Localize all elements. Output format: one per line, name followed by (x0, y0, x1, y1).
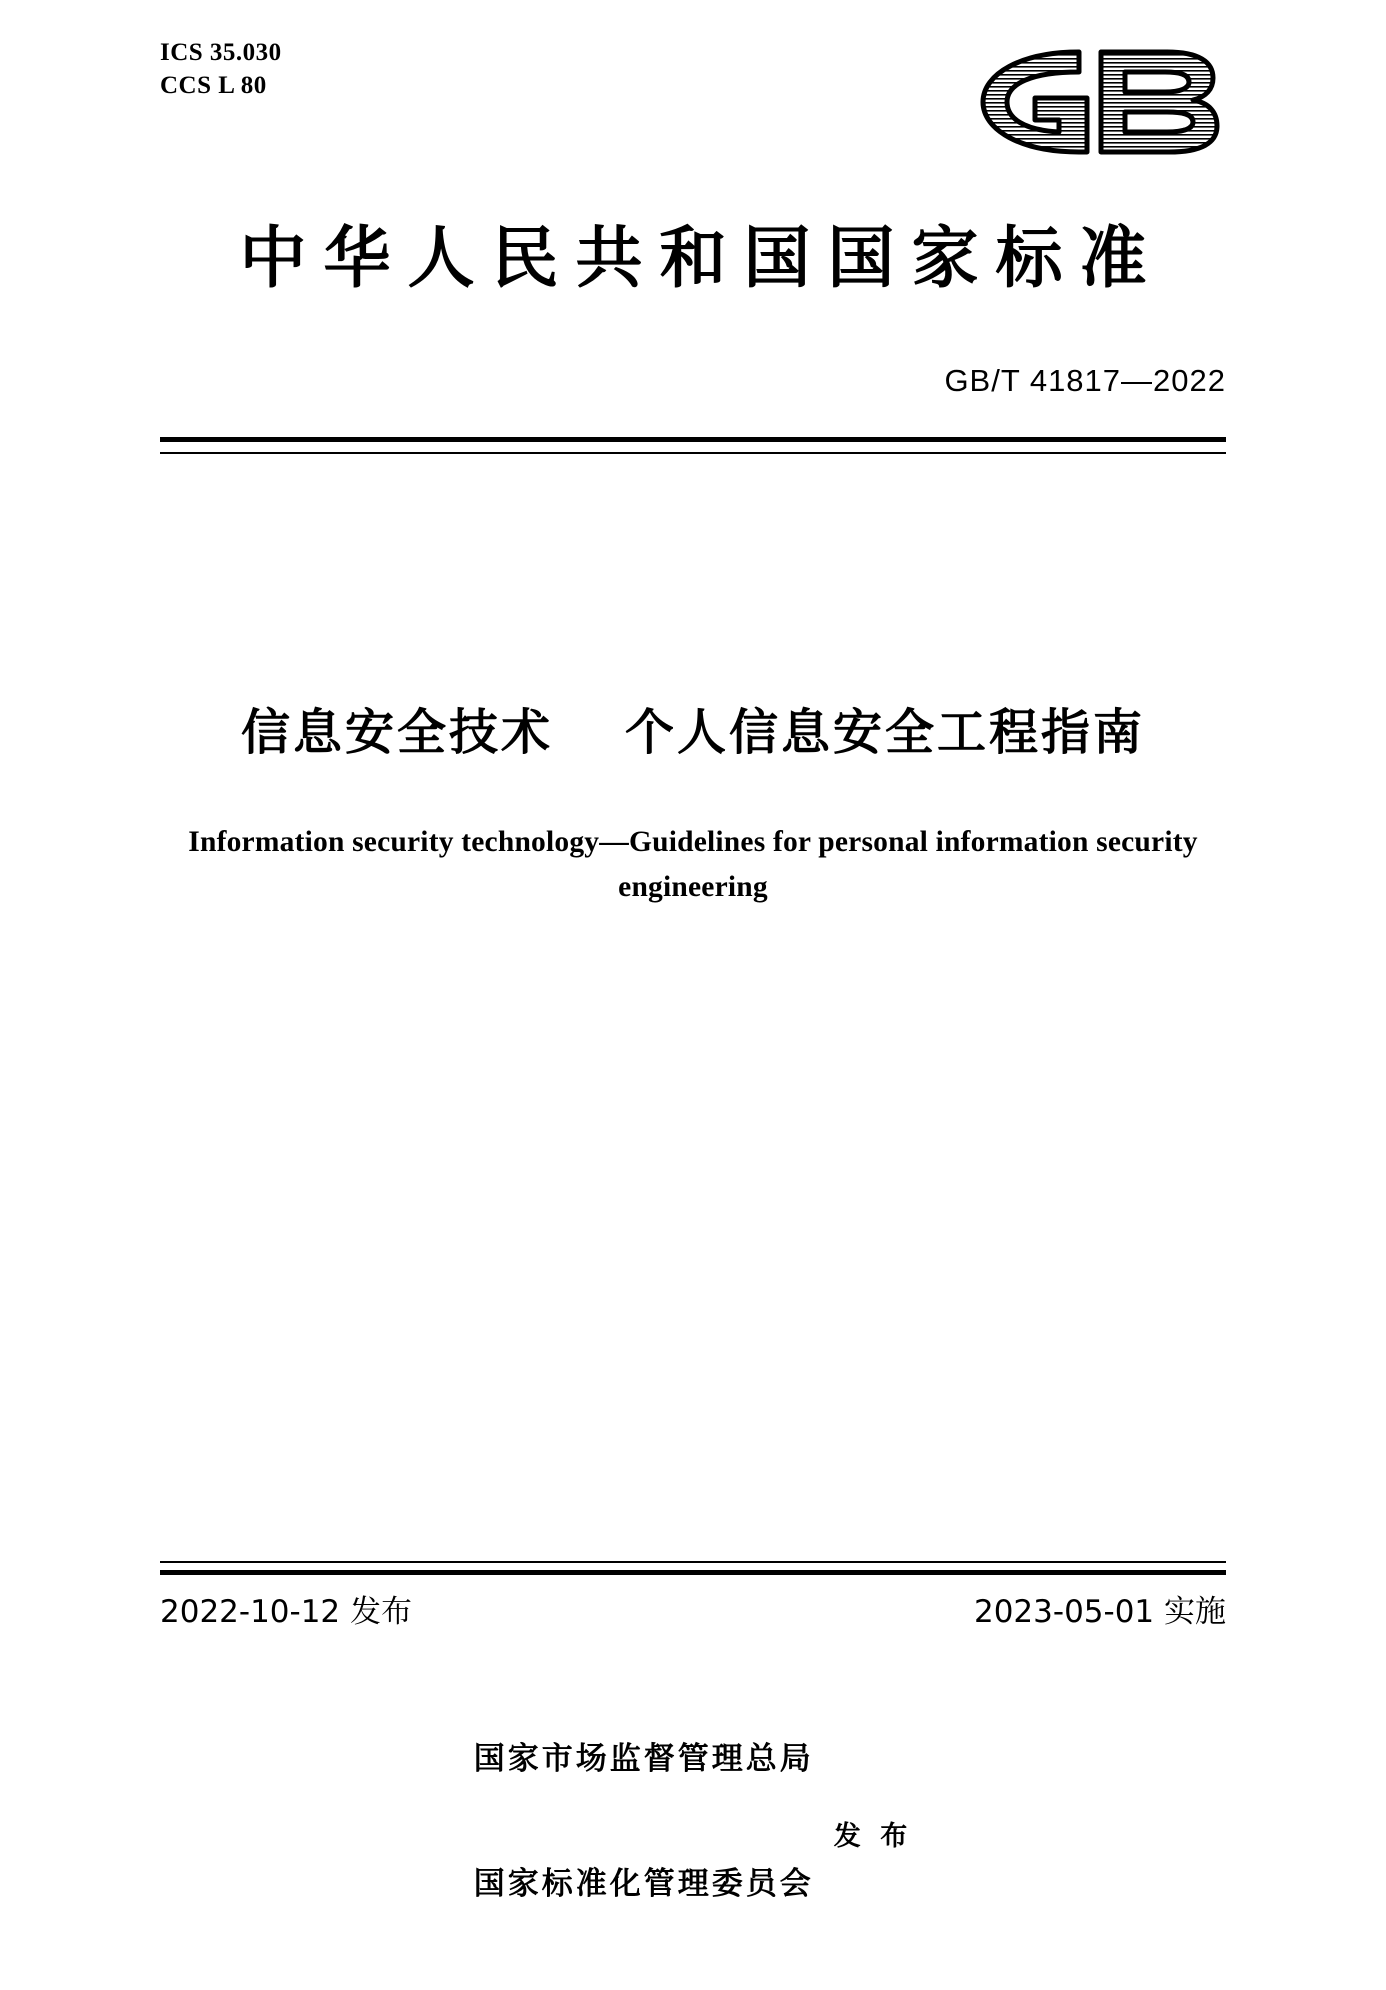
page-title: 中华人民共和国国家标准 (239, 219, 1164, 297)
gb-logo-icon (961, 42, 1231, 162)
document-title-english-line1: Information security technology—Guidelines for personal information security (188, 826, 1198, 858)
document-title-chinese: 信息安全技术 个人信息安全工程指南 (240, 704, 1146, 761)
document-title-english-line2: engineering (618, 870, 768, 903)
implementation-date: 2023-05-01 实施 (973, 1594, 1226, 1630)
document-title-english (185, 820, 1201, 910)
footer-rule-thick (160, 1570, 1226, 1575)
standard-number: GB/T 41817—2022 (944, 363, 1226, 398)
date-row (160, 1586, 1226, 1631)
publisher-line-1: 国家市场监督管理总局 (473, 1740, 814, 1777)
publisher-line-2: 国家标准化管理委员会 (473, 1866, 814, 1903)
header-rule-thin (160, 452, 1226, 454)
classification-block (160, 36, 282, 103)
issue-date: 2022-10-12 发布 (160, 1594, 413, 1630)
ics-code: ICS 35.030 (160, 39, 282, 66)
footer-rule-thin (160, 1561, 1226, 1563)
publisher-block (0, 1655, 1386, 1990)
publisher-names (474, 1655, 814, 1990)
header-rule-thick (160, 437, 1226, 442)
ccs-code: CCS L 80 (160, 72, 267, 100)
publisher-verb: 发 布 (833, 1820, 913, 1852)
